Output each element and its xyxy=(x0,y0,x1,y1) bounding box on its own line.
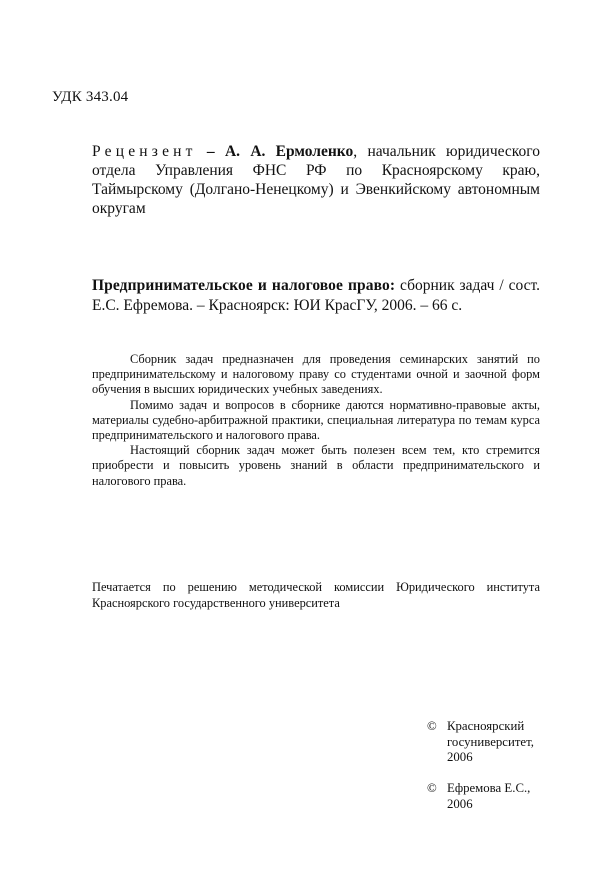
copyright-holder: Красноярский xyxy=(447,719,525,733)
copyright-year: 2006 xyxy=(447,796,473,811)
reviewer-dash: – xyxy=(196,143,225,160)
reviewer-position-rest: Управления ФНС РФ по Красноярскому краю, Таймырскому (Долгано-Ненецкому) и Эвенкийскому автономным округам xyxy=(92,162,540,217)
udk-classification: УДК 343.04 xyxy=(52,89,129,105)
bibliographic-citation xyxy=(92,276,540,316)
copyright-symbol: © xyxy=(427,781,437,795)
abstract-paragraph: Настоящий сборник задач может быть полезен всем тем, кто стремится приобрести и повысить уровень знаний в области предпринимательского и налогового права. xyxy=(92,443,540,488)
reviewer-label: Рецензент xyxy=(92,143,197,160)
citation-title: Предпринимательское и налоговое право: xyxy=(92,277,396,294)
reviewer-name: А. А. Ермоленко xyxy=(224,143,354,160)
copyright-author xyxy=(427,781,530,812)
copyright-holder-cont: госуниверситет, xyxy=(447,734,534,749)
abstract-paragraph: Сборник задач предназначен для проведения семинарских занятий по предпринимательскому и налоговому праву со студентами очной и заочной форм обучения в высших юридических учебных заведениях. xyxy=(92,352,540,397)
copyright-symbol: © xyxy=(427,719,437,733)
citation-details: сборник задач / сост. Е.С. Ефремова. – Красноярск: ЮИ КрасГУ, 2006. – 66 с. xyxy=(92,277,540,314)
reviewer-block xyxy=(92,142,540,218)
publication-note: Печатается по решению методической комиссии Юридического института Красноярского государственного университета xyxy=(92,580,540,610)
reviewer-position-start: , начальник юридического отдела xyxy=(92,143,540,179)
abstract xyxy=(92,352,540,489)
copyright-holder: Ефремова Е.С., xyxy=(447,781,531,795)
copyright-university xyxy=(427,719,534,766)
copyright-year: 2006 xyxy=(447,750,473,764)
abstract-paragraph: Помимо задач и вопросов в сборнике даются нормативно-правовые акты, материалы судебно-арбитражной практики, специальная литература по темам курса предпринимательского и налогового права. xyxy=(92,397,540,443)
